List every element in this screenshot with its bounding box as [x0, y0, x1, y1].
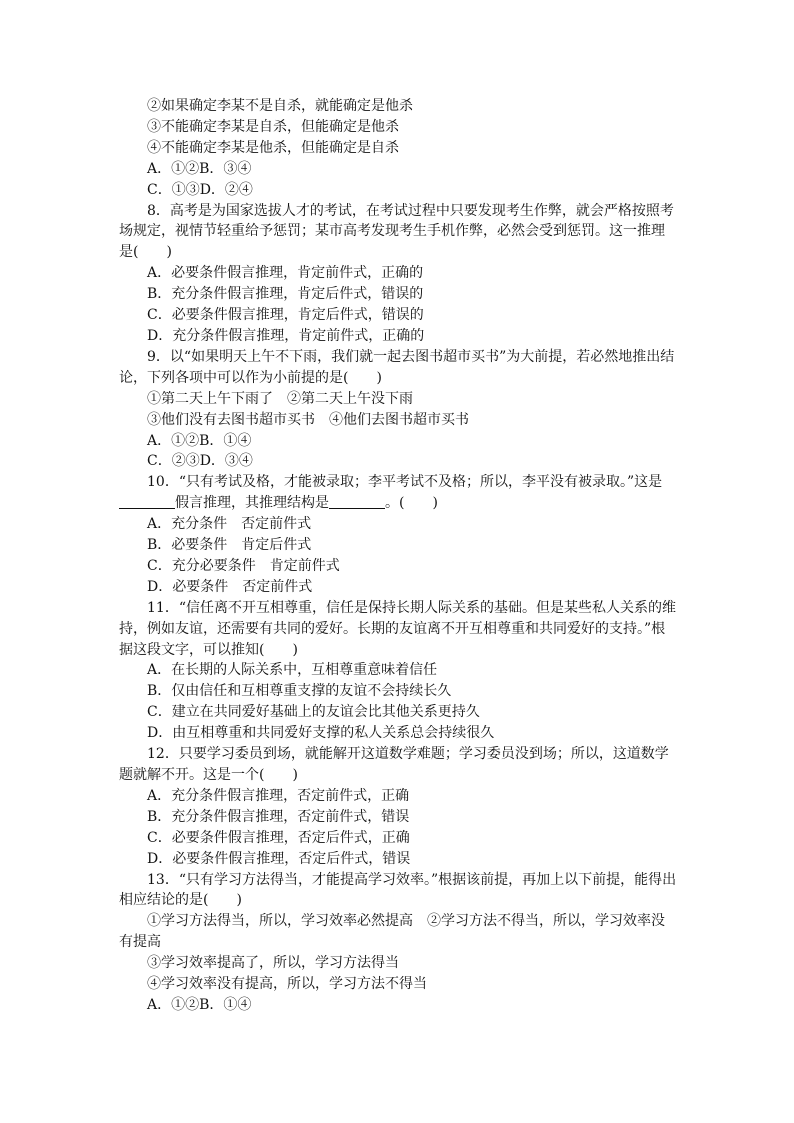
option-line: ④学习效率没有提高，所以，学习方法不得当 [147, 976, 427, 993]
answer-choice: A．充分条件 否定前件式 [147, 516, 312, 533]
answer-choice: D．由互相尊重和共同爱好支撑的私人关系总会持续很久 [147, 725, 495, 742]
question-content [119, 96, 677, 1016]
fill-blank [329, 494, 385, 509]
option-line: ④不能确定李某是他杀，但能确定是自杀 [147, 139, 399, 156]
answer-choice: A．在长期的人际关系中，互相尊重意味着信任 [147, 662, 438, 679]
answer-choice: B．充分条件假言推理，否定前件式，错误 [147, 808, 410, 825]
answer-choice: C．充分必要条件 肯定前件式 [147, 557, 340, 574]
answer-choice: A．充分条件假言推理，否定前件式，正确 [147, 787, 410, 804]
answer-choice: B．充分条件假言推理，肯定后件式，错误的 [147, 286, 424, 303]
answer-choice: C．必要条件假言推理，肯定后件式，错误的 [147, 307, 424, 324]
question-10-text: 假言推理，其推理结构是 [175, 495, 329, 512]
answer-choice: A．必要条件假言推理，肯定前件式，正确的 [147, 265, 424, 282]
answer-choice: C．建立在共同爱好基础上的友谊会比其他关系更持久 [147, 704, 480, 721]
fill-blank [119, 494, 175, 509]
answer-choice: B．必要条件 肯定后件式 [147, 537, 312, 554]
answer-choice: A．①②B．①④ [147, 432, 252, 449]
question-10: 10．“只有考试及格，才能被录取；李平考试不及格；所以，李平没有被录取。”这是 [147, 474, 663, 491]
option-line: ②如果确定李某不是自杀，就能确定是他杀 [147, 98, 413, 114]
answer-choice: D．必要条件假言推理，否定后件式，错误 [147, 850, 411, 867]
question-8: 8．高考是为国家选拔人才的考试，在考试过程中只要发现考生作弊，就会严格按照考场规定，视情节轻重给予惩罚；某市高考发现考生手机作弊，必然会受到惩罚。这一推理是( ) [119, 202, 674, 261]
option-line: ①学习方法得当，所以，学习效率必然提高 ②学习方法不得当，所以，学习效率没有提高 [119, 913, 665, 951]
question-13: 13．“只有学习方法得当，才能提高学习效率。”根据该前提，再加上以下前提，能得出相应结论的是( ) [119, 871, 677, 909]
question-10-text-end: 。( ) [385, 495, 438, 512]
option-line: ③他们没有去图书超市买书 ④他们去图书超市买书 [147, 411, 469, 428]
answer-choice: B．仅由信任和互相尊重支撑的友谊不会持续长久 [147, 683, 452, 700]
question-12: 12．只要学习委员到场，就能解开这道数学难题；学习委员没到场；所以，这道数学题就解不开。这是一个( ) [119, 746, 669, 783]
option-line: ③不能确定李某是自杀，但能确定是他杀 [147, 118, 399, 135]
option-line: ①第二天上午下雨了 ②第二天上午没下雨 [147, 390, 413, 407]
question-11: 11．“信任离不开互相尊重，信任是保持长期人际关系的基础。但是某些私人关系的维持，例如友谊，还需要有共同的爱好。长期的友谊离不开互相尊重和共同爱好的支持。”根据这段文字，可以推知( ) [119, 599, 676, 658]
answer-choice: C．②③D．③④ [147, 453, 253, 470]
question-9: 9．以“如果明天上午不下雨，我们就一起去图书超市买书”为大前提，若必然地推出结论，下列各项中可以作为小前提的是( ) [119, 348, 675, 386]
answer-choice: C．①③D．②④ [147, 181, 253, 198]
question-10-cont [119, 493, 677, 514]
option-line: ③学习效率提高了，所以，学习方法得当 [147, 955, 399, 972]
answer-choice: C．必要条件假言推理，否定后件式，正确 [147, 829, 410, 846]
answer-choice: D．必要条件 否定前件式 [147, 578, 313, 595]
answer-choice: D．充分条件假言推理，肯定前件式，正确的 [147, 327, 425, 344]
answer-choice: A．①②B．③④ [147, 160, 252, 177]
answer-choice: A．①②B．①④ [147, 996, 252, 1013]
